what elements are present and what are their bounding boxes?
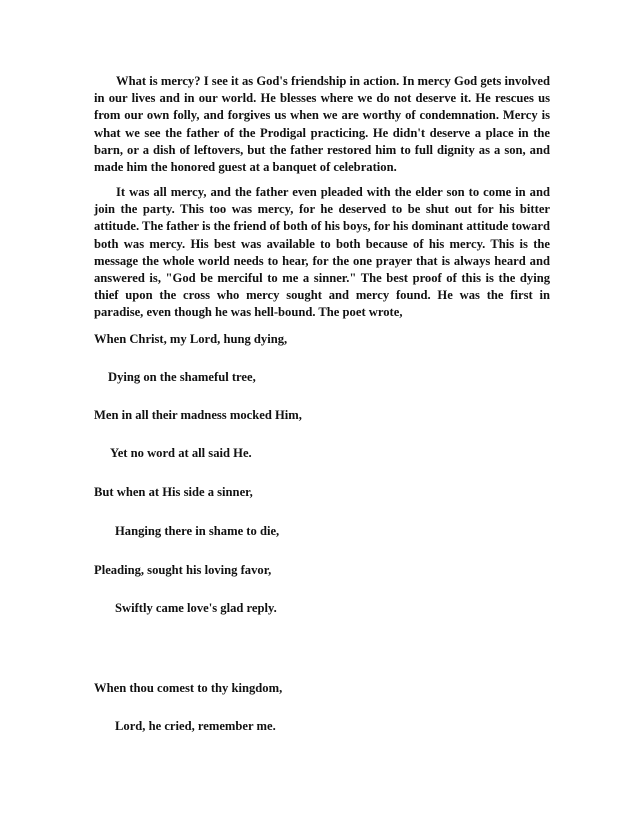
paragraph-elder-son bbox=[94, 184, 550, 322]
paragraph-text: It was all mercy, and the father even pleaded with the elder son to come in and join the party. This too was mercy, for he deserved to be shut out for his bitter attitude. The father is the friend of both of his boys, for his dominant attitude toward both was mercy. His best was available to both because of his mercy. This is the message the whole world needs to hear, for the one prayer that is always heard and answered is, "God be merciful to me a sinner." The best proof of this is the dying thief upon the cross who mercy sought and mercy found. He was the first in paradise, even though he was hell-bound. The poet wrote, bbox=[94, 185, 550, 320]
poem-line: But when at His side a sinner, bbox=[94, 485, 253, 499]
paragraph-text: What is mercy? I see it as God's friendship in action. In mercy God gets involved in our lives and in our world. He blesses where we do not deserve it. He rescues us from our own folly, and forgives us when we are worthy of condemnation. Mercy is what we see the father of the Prodigal practicing. He didn't deserve a place in the barn, or a dish of leftovers, but the father restored him to full dignity as a son, and made him the honored guest at a banquet of celebration. bbox=[94, 74, 550, 175]
poem-line: Men in all their madness mocked Him, bbox=[94, 408, 302, 422]
poem-line: Pleading, sought his loving favor, bbox=[94, 563, 272, 577]
poem-line: Yet no word at all said He. bbox=[110, 446, 252, 460]
paragraph-mercy-definition bbox=[94, 73, 550, 176]
poem-line: Dying on the shameful tree, bbox=[108, 370, 256, 384]
poem-line: Swiftly came love's glad reply. bbox=[115, 601, 277, 615]
poem-line: Lord, he cried, remember me. bbox=[115, 719, 276, 733]
poem-line: Hanging there in shame to die, bbox=[115, 524, 280, 538]
poem-line: When thou comest to thy kingdom, bbox=[94, 681, 283, 695]
poem-line: When Christ, my Lord, hung dying, bbox=[94, 332, 288, 346]
